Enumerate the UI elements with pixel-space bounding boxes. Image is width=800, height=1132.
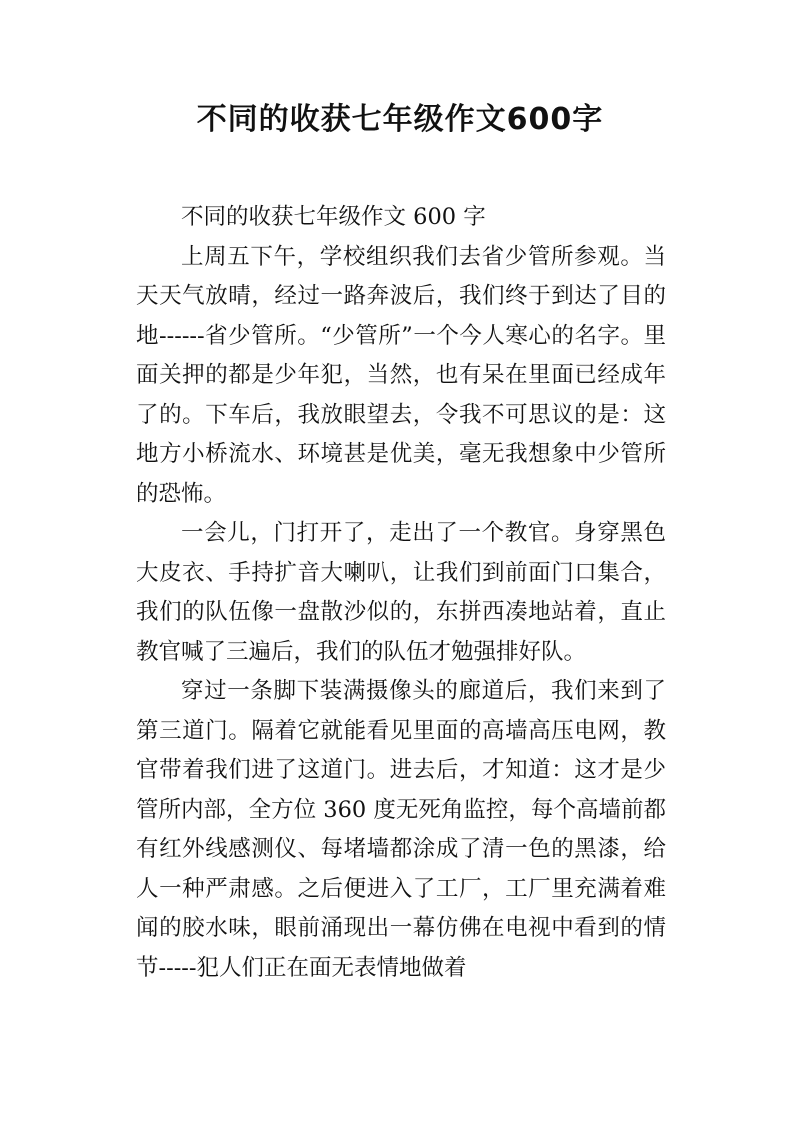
document-title: 不同的收获七年级作文600字 <box>196 102 604 137</box>
paragraph-1: 不同的收获七年级作文 600 字 <box>181 204 486 230</box>
paragraph-2: 上周五下午，学校组织我们去省少管所参观。当天天气放晴，经过一路奔波后，我们终于到达了目的地------省少管所。“少管所”一个今人寒心的名字。里面关押的都是少年犯，当然，也有呆在里面已经成年了的。下车后，我放眼望去，令我不可思议的是：这地方小桥流水、环境甚是优美，毫无我想象中少管所的恐怖。 <box>136 243 666 507</box>
document-body <box>136 198 666 988</box>
paragraph-4: 穿过一条脚下装满摄像头的廊道后，我们来到了第三道门。隔着它就能看见里面的高墙高压电网，教官带着我们进了这道门。进去后，才知道：这才是少管所内部，全方位 360 度无死角监控，每个高墙前都有红外线感测仪、每堵墙都涂成了清一色的黑漆，给人一种严肃感。之后便进入了工厂，工厂里充满着难闻的胶水味，眼前涌现出一幕仿佛在电视中看到的情节-----犯人们正在面无表情地做着 <box>136 678 666 981</box>
paragraph-3: 一会儿，门打开了，走出了一个教官。身穿黑色大皮衣、手持扩音大喇叭，让我们到前面门口集合，我们的队伍像一盘散沙似的，东拼西凑地站着，直止教官喊了三遍后，我们的队伍才勉强排好队。 <box>136 520 666 665</box>
